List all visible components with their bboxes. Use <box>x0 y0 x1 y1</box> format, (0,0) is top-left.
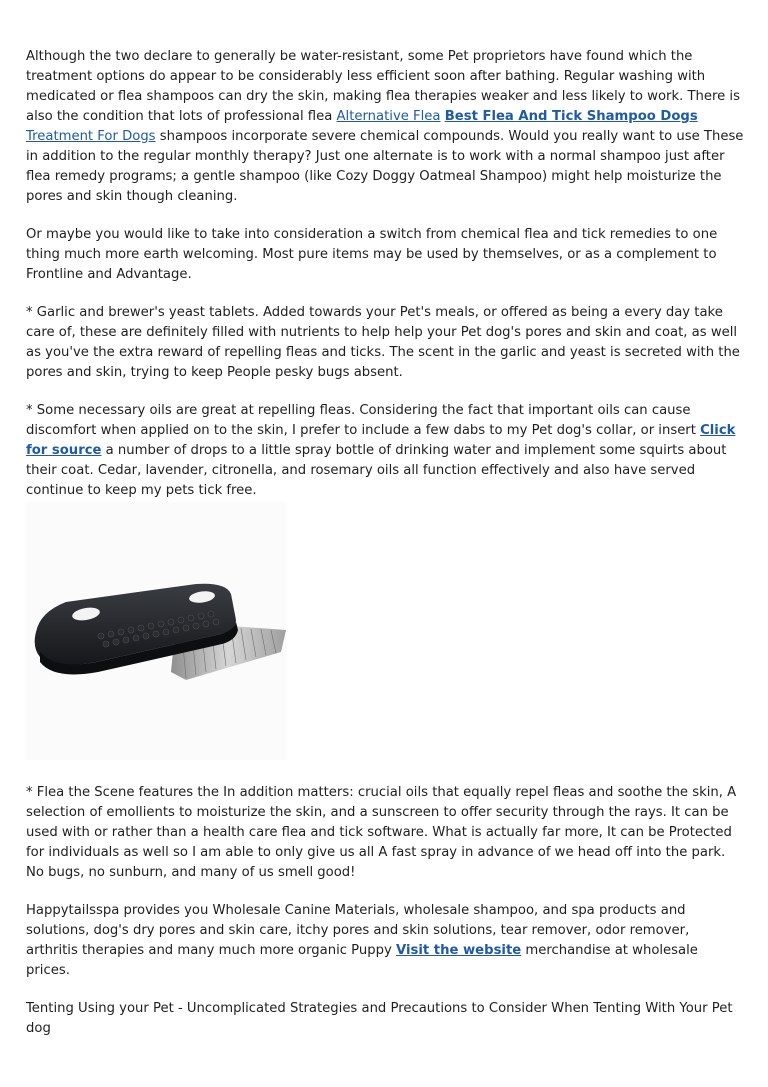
paragraph-7: Tenting Using your Pet - Uncomplicated Strategies and Precautions to Consider When Tenting With Your Pet dog <box>26 1001 733 1036</box>
paragraph-1: Although the two declare to generally be water-resistant, some Pet proprietors have found which the treatment options do appear to be considerably less efficient soon after bathing. Regular washing with medicated or flea shampoos can dry the skin, making flea therapies weaker and less likely to work. There is also the condition that lots of professional flea Alternative Flea Best Flea And Tick Shampoo Dogs Treatment For Dogs shampoos incorporate severe chemical compounds. Would you really want to use These in addition to the regular monthly therapy? Just one alternate is to work with a normal shampoo just after flea remedy programs; a gentle shampoo (like Cozy Doggy Oatmeal Shampoo) might help moisturize the pores and skin though cleaning. <box>26 49 744 204</box>
flea-comb-image <box>26 502 286 760</box>
paragraph-6: Happytailsspa provides you Wholesale Canine Materials, wholesale shampoo, and spa products and solutions, dog's dry pores and skin care, itchy pores and skin solutions, tear remover, odor remover, arthritis therapies and many much more organic Puppy Visit the website merchandise at wholesale prices. <box>26 903 698 978</box>
paragraph-3: * Garlic and brewer's yeast tablets. Added towards your Pet's meals, or offered as being a every day take care of, these are definitely filled with nutrients to help help your Pet dog's pores and skin and coat, as well as you've the extra reward of repelling fleas and ticks. The scent in the garlic and yeast is secreted with the pores and skin, trying to keep People pesky bugs absent. <box>26 305 740 380</box>
link-best-flea-shampoo[interactable]: Best Flea And Tick Shampoo Dogs <box>444 109 698 124</box>
link-visit-the-website[interactable]: Visit the website <box>396 943 522 958</box>
paragraph-2: Or maybe you would like to take into consideration a switch from chemical flea and tick remedies to one thing much more earth welcoming. Most pure items may be used by themselves, or as a complement to Frontline and Advantage. <box>26 227 718 282</box>
link-treatment-for-dogs[interactable]: Treatment For Dogs <box>26 129 156 144</box>
link-click-for-source[interactable]: Click for source <box>26 423 736 458</box>
paragraph-4: * Some necessary oils are great at repelling fleas. Considering the fact that important oils can cause discomfort when applied on to the skin, I prefer to include a few dabs to my Pet dog's collar, or insert Click for source a number of drops to a little spray bottle of drinking water and implement some squirts about their coat. Cedar, lavender, citronella, and rosemary oils all function effectively and also have served continue to keep my pets tick free. <box>26 403 736 498</box>
link-alternative-flea[interactable]: Alternative Flea <box>336 109 441 124</box>
flea-comb-icon <box>26 502 286 760</box>
paragraph-5: * Flea the Scene features the In addition matters: crucial oils that equally repel fleas and soothe the skin, A selection of emollients to moisturize the skin, and a sunscreen to offer security through the rays. It can be used with or rather than a health care flea and tick software. What is actually far more, It can be Protected for individuals as well so I am able to only give us all A fast spray in advance of we head off into the park. No bugs, no sunburn, and many of us smell good! <box>26 785 737 880</box>
article-body <box>26 47 744 519</box>
article-body-continued <box>26 783 744 1057</box>
